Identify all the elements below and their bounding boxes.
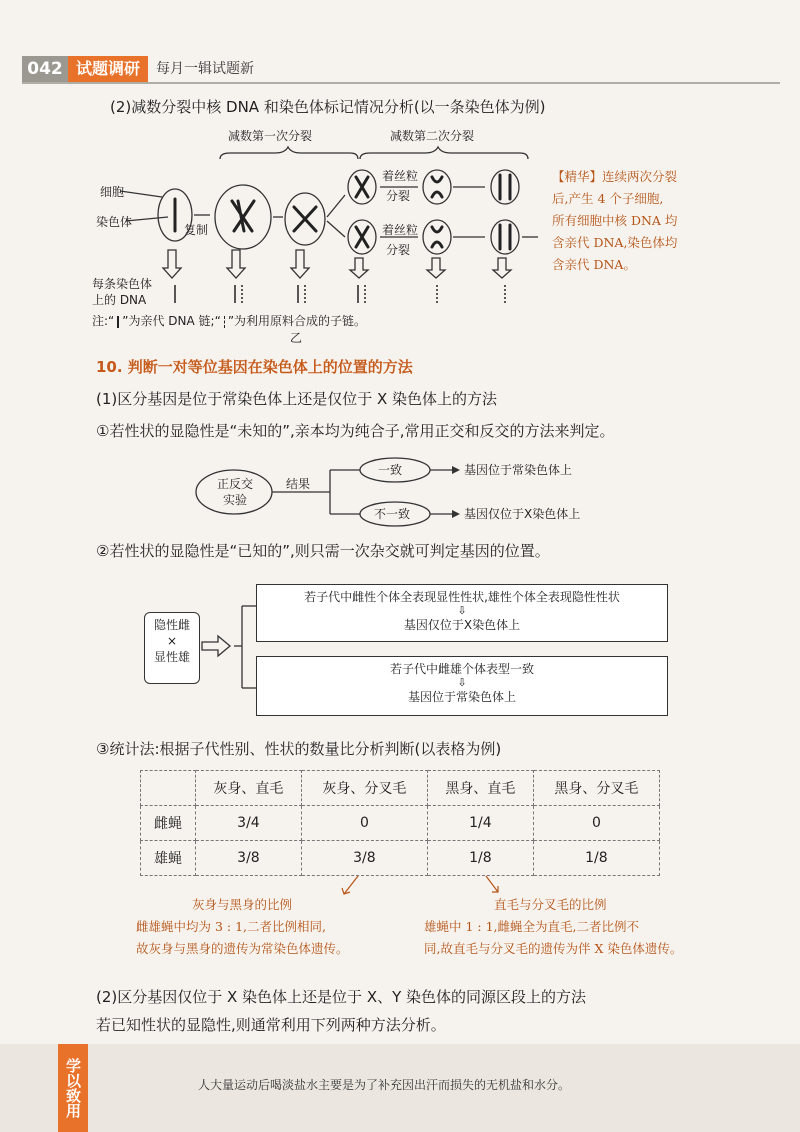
- label-dna-line2: 上的 DNA: [92, 293, 147, 307]
- meiosis-heading: (2)减数分裂中核 DNA 和染色体标记情况分析(以一条染色体为例): [110, 98, 546, 116]
- flow1-branch-diff: 不一致: [374, 507, 411, 521]
- footer-tip: 人大量运动后喝淡盐水主要是为了补充因出汗而损失的无机盐和水分。: [198, 1078, 571, 1092]
- flow1-result: 结果: [286, 477, 311, 491]
- flow1-start: 正反交 实验: [216, 477, 253, 507]
- sub1-heading: (1)区分基因是位于常染色体上还是仅位于 X 染色体上的方法: [96, 390, 498, 408]
- note-sub: 乙: [290, 331, 303, 345]
- phase1-label: 减数第一次分裂: [228, 129, 313, 143]
- label-centromere-bottom: 着丝粒: [382, 223, 419, 237]
- down-arrow-1: [163, 250, 181, 278]
- flow2-top-box: 若子代中雌性个体全表现显性性状,雄性个体全表现隐性性状 ⇩ 基因仅位于X染色体上: [256, 584, 668, 642]
- cross-box: 隐性雌 × 显性雄: [144, 612, 200, 684]
- cell-5b: [423, 220, 451, 254]
- section-tag: 试题调研: [68, 56, 148, 82]
- meiosis-hand-note: 【精华】连续两次分裂 后,产生 4 个子细胞, 所有细胞中核 DNA 均 含亲代 DNA,染色体均 含亲代 DNA。: [552, 169, 678, 272]
- down-arrow-3: [291, 250, 309, 278]
- down-arrow-5: [427, 258, 445, 278]
- arrow-3b: [327, 221, 345, 237]
- point2: ②若性状的显隐性是“已知的”,则只需一次杂交就可判定基因的位置。: [96, 542, 550, 560]
- table-header-row: 灰身、直毛 灰身、分叉毛 黑身、直毛 黑身、分叉毛: [141, 771, 660, 806]
- hand-right-note: 直毛与分叉毛的比例 雄蝇中 1 : 1,雌蝇全为直毛,二者比例不 同,故直毛与分叉毛的遗传为伴 X 染色体遗传。: [424, 897, 683, 956]
- page-number: 042: [22, 56, 68, 82]
- down-arrow-6: [493, 258, 511, 278]
- phase1-brace: [220, 147, 358, 159]
- arrow-3a: [327, 195, 345, 217]
- pointer-chromosome: [126, 217, 168, 221]
- label-chromosome: 染色体: [96, 215, 133, 229]
- phase2-label: 减数第二次分裂: [390, 129, 475, 143]
- table-row: 雌蝇 3/4 0 1/4 0: [141, 806, 660, 841]
- down-arrow-4: [350, 258, 368, 278]
- point1: ①若性状的显隐性是“未知的”,亲本均为纯合子,常用正交和反交的方法来判定。: [96, 422, 615, 440]
- label-replicate: 复制: [184, 223, 209, 237]
- phase2-brace: [360, 147, 528, 159]
- section10-title: 10. 判断一对等位基因在染色体上的位置的方法: [96, 358, 413, 376]
- point3: ③统计法:根据子代性别、性状的数量比分析判断(以表格为例): [96, 740, 502, 758]
- cell-6a: [491, 170, 519, 204]
- flow1-conclusion-diff: 基因仅位于X染色体上: [464, 507, 581, 521]
- pointer-cell: [120, 191, 162, 197]
- cell-6b: [491, 220, 519, 254]
- flow1-conclusion-same: 基因位于常染色体上: [464, 463, 573, 477]
- label-split-bottom: 分裂: [386, 243, 411, 257]
- stats-table: [140, 770, 660, 876]
- sub2-heading: (2)区分基因仅位于 X 染色体上还是位于 X、Y 染色体的同源区段上的方法: [96, 988, 587, 1006]
- label-dna-line1: 每条染色体: [92, 277, 153, 291]
- flow2-connector: [198, 582, 260, 722]
- hand-left-note: 灰身与黑身的比例 雌雄蝇中均为 3 : 1,二者比例相同, 故灰身与黑身的遗传为常染色体遗传。: [136, 897, 349, 956]
- label-split-top: 分裂: [386, 189, 411, 203]
- label-centromere-top: 着丝粒: [382, 169, 419, 183]
- sub2-text: 若已知性状的显隐性,则通常利用下列两种方法分析。: [96, 1016, 446, 1034]
- meiosis-diagram: [80, 125, 550, 325]
- flow2-bottom-box: 若子代中雌雄个体表型一致 ⇩ 基因位于常染色体上: [256, 656, 668, 716]
- side-tag: 学以致用: [58, 1044, 88, 1132]
- flow1-branch-same: 一致: [378, 463, 403, 477]
- down-arrow-2: [227, 250, 245, 278]
- series-title: 每月一辑试题新: [156, 61, 254, 77]
- meiosis-note: 注:“ ”为亲代 DNA 链;“ ”为利用原料合成的子链。: [92, 314, 367, 328]
- cell-5a: [423, 170, 451, 204]
- table-row: 雄蝇 3/8 3/8 1/8 1/8: [141, 841, 660, 876]
- header-divider: [22, 82, 780, 84]
- label-cell: 细胞: [100, 185, 125, 199]
